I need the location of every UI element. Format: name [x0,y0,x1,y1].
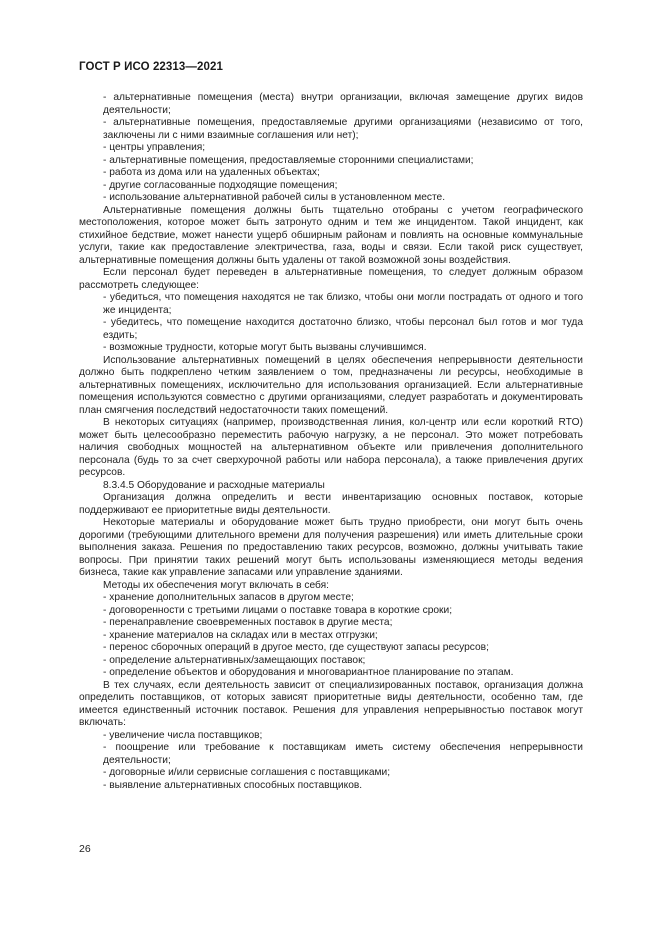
list-item: - поощрение или требование к поставщикам иметь систему обеспечения непрерывности деятельности; [103,742,583,766]
paragraph: Использование альтернативных помещений в целях обеспечения непрерывности деятельности должно быть подкреплено четким заявлением о том, предназначены ли ресурсы, необходимые в альтернативных помещениях, исключительно для использования организацией. Если альтернативные помещения используются совместно с другими организациями, следует разработать и документировать план смягчения последствий недостаточности таких помещений. [79,354,583,416]
list-item: - использование альтернативной рабочей силы в установленном месте. [103,192,446,203]
list-item: - определение объектов и оборудования и многовариантное планирование по этапам. [103,667,514,678]
list-item: - хранение материалов на складах или в местах отгрузки; [103,629,378,641]
list-item: - убедиться, что помещения находятся не так близко, чтобы они могли пострадать от одного и того же инцидента; [103,292,583,316]
document-header: ГОСТ Р ИСО 22313—2021 [79,61,224,73]
list-item: - возможные трудности, которые могут быть вызваны случившимся. [103,342,427,353]
list-item: - другие согласованные подходящие помещения; [103,179,338,191]
paragraph: Если персонал будет переведен в альтернативные помещения, то следует должным образом рассмотреть следующее: [79,267,583,291]
list-item: - перенос сборочных операций в другое место, где существуют запасы ресурсов; [103,642,489,653]
section-heading: 8.3.4.5 Оборудование и расходные материалы [103,479,325,491]
paragraph: Организация должна определить и вести инвентаризацию основных поставок, которые поддерживают ее приоритетные виды деятельности. [79,492,583,516]
list-item: - договоренности с третьими лицами о поставке товара в короткие сроки; [103,604,453,616]
list-item: - работа из дома или на удаленных объектах; [103,167,320,178]
list-item: - альтернативные помещения, предоставляемые сторонними специалистами; [103,154,474,166]
paragraph: Альтернативные помещения должны быть тщательно отобраны с учетом географического местоположения, которое может быть затронуто одним и тем же инцидентом. Такой инцидент, как стихийное бедствие, может нанести ущерб обширным районам и повлиять на основные коммунальные услуги, такие как предоставление электричества, газа, воды и связи. Если такой риск существует, альтернативные помещения должны быть удалены от такой возможной зоны воздействия. [79,204,583,266]
paragraph: Методы их обеспечения могут включать в себя: [103,579,329,591]
paragraph: Некоторые материалы и оборудование может быть трудно приобрести, они могут быть очень дорогими (требующими длительного времени для получения разрешения) или иметь длительные сроки выполнения заказа. Решения по предоставлению таких ресурсов, возможно, должны учитывать такие вопросы. При принятии таких решений могут быть использованы изменяющиеся методы ведения бизнеса, такие как управление запасами или управление зданиями. [79,517,583,578]
list-item: - определение альтернативных/замещающих поставок; [103,654,366,666]
list-item: - хранение дополнительных запасов в другом месте; [103,592,354,603]
list-item: - убедитесь, что помещение находится достаточно близко, чтобы персонал был готов и мог туда ездить; [103,317,583,341]
list-item: - договорные и/или сервисные соглашения с поставщиками; [103,767,391,778]
list-item: - выявление альтернативных способных поставщиков. [103,779,363,791]
list-item: - перенаправление своевременных поставок в другие места; [103,617,393,628]
document-body [79,92,583,792]
list-item: - увеличение числа поставщиков; [103,729,263,741]
page-number: 26 [79,843,91,855]
list-item: - альтернативные помещения, предоставляемые другими организациями (независимо от того, заключены ли с ними взаимные соглашения или нет); [103,117,583,141]
paragraph: В тех случаях, если деятельность зависит от специализированных поставок, организация должна определить поставщиков, от которых зависят приоритетные виды деятельности, особенно там, где имеется единственный источник поставок. Решения для управления непрерывностью поставок могут включать: [79,679,583,728]
list-item: - альтернативные помещения (места) внутри организации, включая замещение других видов деятельности; [103,92,583,116]
paragraph: В некоторых ситуациях (например, производственная линия, кол-центр или если короткий RTO) может быть целесообразно переместить рабочую нагрузку, а не персонал. Это может потребовать наличия свободных мощностей на альтернативном объекте или привлечения дополнительного персонала (будь то за счет сверхурочной работы или набора персонала), а также привлечения других ресурсов. [79,417,583,478]
list-item: - центры управления; [103,142,206,153]
